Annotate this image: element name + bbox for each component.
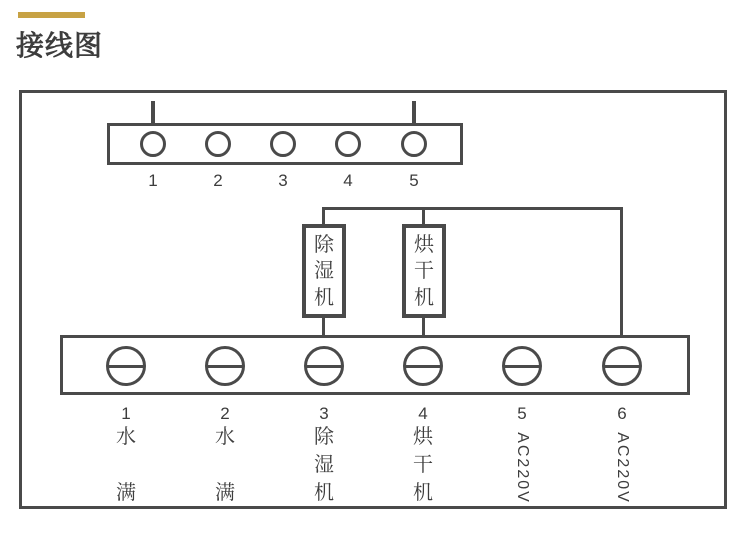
bottom-terminal-number: 5 (517, 404, 527, 423)
ac-feed-wire (620, 207, 623, 348)
top-terminal-circle-2 (205, 131, 231, 157)
screw-slot (307, 365, 341, 368)
top-terminal-circle-5 (401, 131, 427, 157)
bottom-terminal-number: 6 (617, 404, 627, 423)
dehumidifier-label: 除 湿 机 (314, 233, 334, 309)
top-terminal-number: 3 (278, 171, 288, 190)
screw-slot (109, 365, 143, 368)
bottom-terminal-number: 1 (121, 404, 131, 423)
top-terminal-circle-3 (270, 131, 296, 157)
terminal-pin-1 (151, 101, 155, 124)
dryer-feed-wire (422, 207, 425, 224)
bottom-terminal-label: 烘 干 机 (413, 426, 433, 504)
page-title: 接线图 (16, 30, 104, 61)
title-accent-bar (18, 12, 85, 18)
bottom-terminal-label: 水 满 (215, 426, 235, 504)
bottom-terminal-number: 3 (319, 404, 329, 423)
terminal-pin-5 (412, 101, 416, 124)
bottom-terminal-number: 4 (418, 404, 428, 423)
screw-slot (505, 365, 539, 368)
screw-slot (406, 365, 440, 368)
bottom-terminal-number: 2 (220, 404, 230, 423)
screw-slot (208, 365, 242, 368)
screw-terminal-2 (205, 346, 245, 386)
top-terminal-number: 1 (148, 171, 158, 190)
top-terminal-number: 5 (409, 171, 419, 190)
top-terminal-circle-1 (140, 131, 166, 157)
dehumidifier-feed-wire (322, 207, 325, 224)
dryer-label: 烘 干 机 (414, 233, 434, 309)
screw-terminal-3 (304, 346, 344, 386)
bottom-terminal-label: AC220V (514, 432, 531, 504)
screw-terminal-5 (502, 346, 542, 386)
top-terminal-number: 4 (343, 171, 353, 190)
screw-terminal-6 (602, 346, 642, 386)
dehumidifier-box (302, 224, 346, 318)
screw-terminal-4 (403, 346, 443, 386)
bus-wire (322, 207, 623, 210)
bottom-terminal-label: 除 湿 机 (314, 426, 334, 504)
top-terminal-circle-4 (335, 131, 361, 157)
bottom-terminal-label: AC220V (614, 432, 631, 504)
bottom-terminal-strip (60, 335, 690, 395)
screw-terminal-1 (106, 346, 146, 386)
dryer-box (402, 224, 446, 318)
top-terminal-number: 2 (213, 171, 223, 190)
bottom-terminal-label: 水 满 (116, 426, 136, 504)
screw-slot (605, 365, 639, 368)
